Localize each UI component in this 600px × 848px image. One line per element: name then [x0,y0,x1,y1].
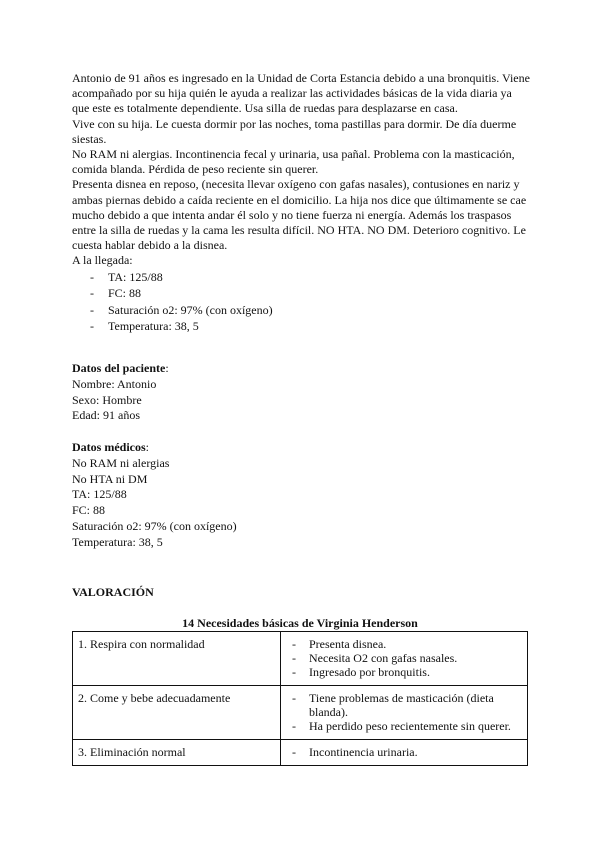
needs-table [72,631,528,766]
valoracion-heading: VALORACIÓN [72,585,154,599]
medical-data-section [72,440,237,551]
list-item: - TA: 125/88 [72,269,532,286]
patient-line: Nombre: Antonio [72,376,157,391]
arrival-label: A la llegada: [72,253,133,268]
intro-paragraph: Vive con su hija. Le cuesta dormir por las noches, toma pastillas para dormir. De día duerme siestas. [72,116,517,146]
patient-line: Edad: 91 años [72,408,140,423]
medical-line: TA: 125/88 [72,487,127,502]
observations-cell [281,740,528,766]
medical-line: No HTA ni DM [72,471,148,486]
table-row [73,740,528,766]
case-description [72,71,532,335]
need-cell: 1. Respira con normalidad [73,632,281,686]
arrival-vitals-list [72,269,532,335]
need-cell: 2. Come y bebe adecuadamente [73,686,281,740]
patient-line: Sexo: Hombre [72,392,142,407]
need-cell: 3. Eliminación normal [73,740,281,766]
medical-line: No RAM ni alergias [72,455,170,470]
medical-line: Temperatura: 38, 5 [72,534,163,549]
intro-paragraph: No RAM ni alergias. Incontinencia fecal y urinaria, usa pañal. Problema con la masticación, comida blanda. Pérdida de peso reciente sin querer. [72,147,515,177]
list-item: - FC: 88 [72,285,532,302]
table-row [73,632,528,686]
list-item: - Saturación o2: 97% (con oxígeno) [72,302,532,319]
list-item: - Ingresado por bronquitis. [286,665,522,679]
intro-paragraph: Antonio de 91 años es ingresado en la Unidad de Corta Estancia debido a una bronquitis. Viene acompañado por su hija quién le ayuda a realizar las actividades básicas de la vida diaria ya que este es totalmente dependiente. Usa silla de ruedas para desplazarse en casa. [72,71,530,116]
table-title: 14 Necesidades básicas de Virginia Henderson [182,616,418,630]
patient-data-heading: Datos del paciente: [72,361,169,375]
list-item: - Necesita O2 con gafas nasales. [286,651,522,665]
list-item: - Tiene problemas de masticación (dieta blanda). [286,691,522,719]
observations-cell [281,632,528,686]
medical-data-heading: Datos médicos: [72,440,150,454]
list-item: - Temperatura: 38, 5 [72,318,532,335]
observations-cell [281,686,528,740]
medical-line: Saturación o2: 97% (con oxígeno) [72,518,237,533]
list-item: - Incontinencia urinaria. [286,745,522,759]
table-row [73,686,528,740]
list-item: - Presenta disnea. [286,637,522,651]
intro-paragraph: Presenta disnea en reposo, (necesita llevar oxígeno con gafas nasales), contusiones en nariz y ambas piernas debido a caída reciente en el domicilio. La hija nos dice que últimamente se cae mucho debido a que intenta andar él solo y no tiene fuerza ni energía. Además los traspasos entre la silla de ruedas y la cama les resulta difícil. NO HTA. NO DM. Deterioro cognitivo. Le cuesta hablar debido a la disnea. [72,177,527,253]
list-item: - Ha perdido peso recientemente sin querer. [286,719,522,733]
medical-line: FC: 88 [72,503,106,518]
patient-data-section [72,361,169,424]
